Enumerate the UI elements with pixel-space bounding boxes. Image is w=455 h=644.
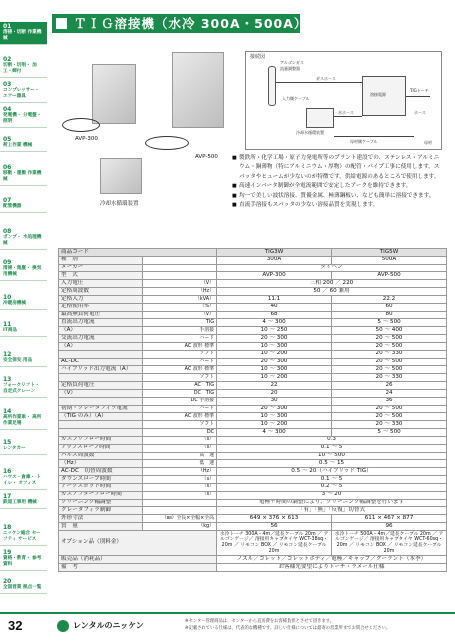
table-cell: 4 〜 300 [217, 319, 332, 327]
avp300-photo [92, 64, 136, 124]
sales-value: ノズル／コレット／コレットボディ／電極／キャップ／クーラント（本季） [217, 556, 447, 564]
diagram-heading: 接続図 [250, 54, 266, 60]
table-cell: （kg） [143, 522, 217, 530]
table-row [59, 350, 447, 358]
table-row [59, 327, 447, 335]
table-cell: AC 波形 標準 [143, 366, 217, 374]
table-cell: クリーニング幅調整 [59, 499, 143, 507]
sidebar-category-label: レンタカー [3, 446, 26, 451]
options-label: オプション品（別料金） [59, 530, 217, 555]
table-cell: 20 〜 300 [217, 405, 332, 413]
table-row [59, 499, 447, 507]
table-cell: 36 [332, 397, 447, 405]
table-cell: AVP-300 [217, 272, 332, 280]
table-cell: 24 [332, 389, 447, 397]
diagram-label: TIGトーチ [410, 88, 429, 93]
table-cell: 定格使用率 [59, 303, 143, 311]
table-cell [143, 507, 217, 515]
table-cell: 60 [332, 303, 447, 311]
table-cell: （Hz） [143, 288, 217, 296]
table-cell: DC [143, 429, 217, 437]
table-cell: （V） [143, 311, 217, 319]
options-tig3w: 水冷トーチ 300A・4m／延長ケーブル 20m ／ アルゴンゲージ／ 溶接用キャブタイヤ WCT-38sq・20m ／ リモコン BOX ／ リモコン延長ケーブル 20m [217, 530, 332, 555]
table-row [59, 272, 447, 280]
table-cell: 10 〜 300 [217, 366, 332, 374]
table-cell: パルス周波数 [59, 452, 143, 460]
table-cell: 種 別 [59, 256, 143, 264]
sidebar-category-15[interactable] [0, 438, 47, 455]
table-header-row [59, 249, 447, 257]
table-cell: 3 〜 20 [217, 491, 447, 499]
sidebar-category-number: 07 [3, 197, 12, 204]
cooler-photo [100, 158, 142, 194]
table-cell: アークスポット時間 [59, 483, 143, 491]
table-row [59, 256, 447, 264]
sales-label: 販売品（消耗品） [59, 556, 217, 564]
table-cell: AVP-500 [332, 272, 447, 280]
diagram-label: 冷却水循環装置 [296, 130, 324, 135]
table-cell: AC-DC 切替周波数 [59, 468, 143, 476]
remarks-value: お客様先要望によりトーチ・ラメール仕様 [217, 564, 447, 572]
sidebar-category-11[interactable] [0, 320, 47, 337]
avp300-label: AVP-300 [75, 136, 98, 142]
table-cell: 68 [217, 311, 332, 319]
sidebar-category-label: 資格・教育・ 参考資料 [3, 556, 42, 567]
table-cell: アップスロープ時間 [59, 444, 143, 452]
table-row [59, 358, 447, 366]
cooler-label: 冷却水循環装置 [100, 201, 139, 207]
table-cell: ハイブリッド出力電流（A） [59, 366, 143, 374]
sidebar-category-label: 鉄道工事用 機械 [3, 500, 37, 505]
table-cell: （A） [59, 327, 143, 335]
header-cell: TIG3W [217, 249, 332, 257]
table-cell [59, 421, 143, 429]
table-cell: 定格周波数 [59, 288, 143, 296]
table-cell: ハード [143, 405, 217, 413]
table-cell: 10 〜 200 [217, 374, 332, 382]
table-cell: 20 〜 300 [217, 335, 332, 343]
table-row [59, 429, 447, 437]
sidebar-category-label: 全国営業 拠点一覧 [3, 585, 42, 590]
table-cell: （s） [143, 436, 217, 444]
sidebar-category-02[interactable] [0, 55, 47, 78]
torch-cable-photo-2 [145, 136, 189, 150]
sidebar-category-14[interactable] [0, 407, 47, 430]
sidebar-category-16[interactable] [0, 467, 47, 490]
table-cell: 50 〜 400 [332, 327, 447, 335]
sidebar-category-09[interactable] [0, 258, 47, 281]
table-cell: 22 [217, 382, 332, 390]
sidebar-category-label: ハウス・倉庫・ トイレ・ オフィス [3, 475, 42, 486]
table-cell: （kVA） [143, 295, 217, 303]
table-cell: ハード [143, 358, 217, 366]
sidebar-category-number: 08 [3, 228, 12, 235]
sidebar-category-label: ニッケン総合 セーフティ サービス [3, 531, 41, 542]
sidebar-category-label: ポンプ・ 水処理機械 [3, 235, 42, 246]
table-cell: 10 〜 500 [217, 452, 447, 460]
table-cell [59, 350, 143, 358]
table-row [59, 476, 447, 484]
diagram-label: ホース [414, 110, 426, 115]
table-cell: 20 〜 330 [332, 421, 447, 429]
table-cell: 最高無負荷電圧 [59, 311, 143, 319]
table-cell: （V） [143, 280, 217, 288]
table-cell: 80 [332, 311, 447, 319]
table-cell: 外形寸法 [59, 515, 143, 523]
table-cell: クレータフィラ制御 [59, 507, 143, 515]
brand-logo-text: レンタルのニッケン [73, 621, 144, 630]
table-cell: 0.3 [217, 436, 447, 444]
diagram-label: 流量調整器 [280, 66, 300, 71]
table-cell: 20 〜 300 [217, 358, 332, 366]
sidebar-category-13[interactable] [0, 375, 47, 398]
sidebar-category-number: 11 [3, 321, 12, 328]
sidebar-category-01[interactable] [0, 22, 47, 45]
cooler-box [306, 108, 334, 128]
sidebar-category-label: 発電機・ 分電盤・照明 [3, 113, 42, 124]
table-cell: （Hz） [59, 460, 143, 468]
table-cell [143, 499, 217, 507]
table-cell: （s） [143, 483, 217, 491]
table-cell: AC 波形 標準 [143, 342, 217, 350]
options-row [59, 530, 447, 555]
sidebar-category-04[interactable] [0, 105, 47, 128]
sidebar-category-number: 19 [3, 549, 12, 556]
table-cell [143, 264, 217, 272]
diagram-label: 水ホース [338, 110, 354, 115]
table-cell: ソフト [143, 350, 217, 358]
table-cell: 手溶接 [143, 327, 217, 335]
table-cell: 500A [332, 256, 447, 264]
table-cell: メーカー [59, 264, 143, 272]
sidebar-category-number: 05 [3, 136, 12, 143]
table-cell: 「有」「無」「反復」切替式 [217, 507, 447, 515]
table-cell: 定格入力 [59, 295, 143, 303]
table-cell: （㎜）全長×全幅×全高 [143, 515, 217, 523]
table-cell: 交流出力電流 [59, 335, 143, 343]
table-cell: 20 〜 500 [332, 405, 447, 413]
table-cell: ガスアフターフロー時間 [59, 491, 143, 499]
sidebar-category-10[interactable] [0, 293, 47, 310]
table-cell: （s） [143, 476, 217, 484]
table-cell: （V） [59, 389, 143, 397]
sidebar-category-number: 04 [3, 106, 12, 113]
diagram-line [276, 82, 362, 83]
table-cell: 20 〜 330 [332, 374, 447, 382]
sidebar-category-label: 切断・切削・ 加工・締付 [3, 63, 37, 74]
table-cell: （s） [143, 444, 217, 452]
table-cell: 電極＋時間の調整により、クリーニング幅調整を行います [217, 499, 447, 507]
diagram-label: アルゴンガス [280, 60, 304, 65]
table-cell: 0.1 〜 5 [217, 444, 447, 452]
diagram-label: 母材側ケーブル [350, 139, 378, 144]
sidebar-category-label: 溶接・切断 作業機械 [3, 30, 42, 41]
table-cell [143, 256, 217, 264]
table-row [59, 507, 447, 515]
table-row [59, 303, 447, 311]
title-square-icon [56, 18, 67, 29]
sales-row [59, 556, 447, 564]
table-cell: 20 〜 500 [332, 335, 447, 343]
table-cell: 649 × 376 × 613 [217, 515, 332, 523]
table-cell: （A） [59, 342, 143, 350]
options-tig5w: 水冷トーチ 500A・4m／延長ケーブル 20m ／ アルゴンゲージ／ 溶接用キャブタイヤ WCT-60sq・20m ／ リモコン BOX ／ リモコン延長ケーブル 20m [332, 530, 447, 555]
sidebar-category-number: 01 [3, 23, 12, 30]
table-cell [59, 397, 143, 405]
table-cell: 10 〜 200 [217, 421, 332, 429]
table-cell: 20 〜 500 [332, 358, 447, 366]
sidebar-category-17[interactable] [0, 492, 47, 509]
table-cell: 定格負荷電圧 [59, 382, 143, 390]
diagram-line [334, 116, 362, 117]
diagram-line [334, 136, 414, 137]
table-cell: 低 速 [143, 460, 217, 468]
sidebar-category-20[interactable] [0, 577, 47, 594]
table-cell: 0.1 〜 5 [217, 476, 447, 484]
table-cell: 三相 200 ／ 220 [217, 280, 447, 288]
category-sidebar [0, 0, 47, 612]
table-row [59, 319, 447, 327]
table-cell: AC 波形 標準 [143, 413, 217, 421]
table-row [59, 280, 447, 288]
table-cell: 10 〜 250 [217, 327, 332, 335]
gas-cylinder-shape [268, 66, 276, 106]
table-row [59, 342, 447, 350]
table-cell: 10 〜 300 [217, 342, 332, 350]
feature-item: ■ 製鉄所・化学工場・原子力発電所等のプラント建設での、ステンレス・アルミニウム・銅薄物（特にアルミニウム・厚物）の配管・パイプ工事に使用します。スパッタやヒュームが少ないのが特徴です。供給電源のあるところで使用します。 [232, 154, 444, 182]
table-row [59, 382, 447, 390]
feature-item: ■ 均一で美しい波状溶接、質優金属、極薄鋼板い、なども簡単に溶接できます。 [232, 192, 444, 201]
table-cell: 0.5 〜 15 [217, 460, 447, 468]
footer-note: ※センター管理商品は、センターから直送費をお客様負担とさせて頂きます。 [185, 619, 335, 624]
table-row [59, 515, 447, 523]
table-cell: 20 〜 500 [332, 366, 447, 374]
sidebar-category-number: 13 [3, 376, 12, 383]
avp500-photo [172, 52, 224, 128]
page-title-bar [52, 14, 308, 33]
remarks-row [59, 564, 447, 572]
table-cell: 26 [332, 382, 447, 390]
table-cell: 30 [217, 397, 332, 405]
diagram-label: 入力側ケーブル [282, 96, 310, 101]
footer-notes [185, 619, 450, 632]
table-cell: 高 速 [143, 452, 217, 460]
feature-item: ■ 直流手溶接もスパッタの少ない溶接品質を実現します。 [232, 201, 444, 210]
sidebar-category-number: 09 [3, 259, 12, 266]
diagram-line [406, 96, 430, 97]
table-cell: DC 手溶接 [143, 397, 217, 405]
sidebar-category-label: 清掃・集塵・ 換気用機械 [3, 266, 42, 277]
table-cell: AC-DC [59, 358, 143, 366]
table-cell: 0.5 〜 20（ハイブリッド TIG） [217, 468, 447, 476]
sidebar-category-06[interactable] [0, 163, 47, 186]
table-cell: 22.2 [332, 295, 447, 303]
table-cell: 5 〜 500 [332, 319, 447, 327]
table-cell: 型 式 [59, 272, 143, 280]
sidebar-category-label: 配管機器 [3, 204, 22, 209]
torch-cable-photo [62, 118, 100, 132]
table-cell: ハード [143, 335, 217, 343]
table-cell: ダイヘン [217, 264, 447, 272]
sidebar-category-12[interactable] [0, 350, 47, 367]
sidebar-category-number: 17 [3, 493, 12, 500]
page-number: 32 [8, 618, 23, 633]
sidebar-category-number: 12 [3, 351, 12, 358]
sidebar-category-label: 荷上作業 機械 [3, 143, 33, 148]
sidebar-category-label: 安全保安 用品 [3, 358, 33, 363]
table-cell: 20 〜 330 [332, 350, 447, 358]
table-cell: 96 [332, 522, 447, 530]
table-row [59, 491, 447, 499]
table-row [59, 483, 447, 491]
table-cell: （Hz） [143, 468, 217, 476]
spec-table [58, 248, 447, 572]
feature-item: ■ 高速インバータ制御が全電流範囲で安定したアークを維持できます。 [232, 182, 444, 191]
sidebar-category-05[interactable] [0, 135, 47, 152]
table-row [59, 522, 447, 530]
table-cell: 10 〜 200 [217, 350, 332, 358]
header-cell: TIG5W [332, 249, 447, 257]
sidebar-category-08[interactable] [0, 227, 47, 250]
sidebar-category-number: 03 [3, 81, 12, 88]
table-cell: ソフト [143, 374, 217, 382]
table-row [59, 468, 447, 476]
diagram-label: ガスホース [316, 76, 336, 81]
sidebar-category-label: フォークリフト・ 自走式クレーン [3, 383, 40, 394]
footer-rule [0, 612, 455, 614]
table-row [59, 295, 447, 303]
table-cell: ダウンスロープ時間 [59, 476, 143, 484]
table-cell: 611 × 467 × 877 [332, 515, 447, 523]
table-cell: 5 〜 500 [332, 429, 447, 437]
table-cell: （TIG のみ）（A） [59, 413, 143, 421]
table-row [59, 335, 447, 343]
table-cell [59, 429, 143, 437]
remarks-label: 備 考 [59, 564, 217, 572]
table-cell: TIG [143, 319, 217, 327]
table-cell: DC TIG [143, 389, 217, 397]
table-cell: 20 [217, 389, 332, 397]
table-cell: 10 〜 300 [217, 413, 332, 421]
table-cell: （s） [143, 491, 217, 499]
diagram-label: 母材 [424, 140, 432, 145]
table-cell: （%） [143, 303, 217, 311]
diagram-label: 溶接電源 [370, 92, 386, 97]
table-row [59, 288, 447, 296]
table-row [59, 405, 447, 413]
sidebar-category-03[interactable] [0, 80, 47, 103]
table-cell [59, 374, 143, 382]
table-cell: 20 〜 500 [332, 342, 447, 350]
table-cell: 40 [217, 303, 332, 311]
table-cell: 質 量 [59, 522, 143, 530]
table-row [59, 460, 447, 468]
sidebar-category-number: 20 [3, 578, 12, 585]
sidebar-category-07[interactable] [0, 196, 47, 213]
table-row [59, 452, 447, 460]
sidebar-category-label: 移動・運搬 作業機械 [3, 171, 42, 182]
sidebar-category-number: 06 [3, 164, 12, 171]
table-cell: AC TIG [143, 382, 217, 390]
footer-note: ※記載されている仕様は、代表的な機種です。詳しい仕様については最寄の営業所までお問合せください。 [185, 625, 391, 631]
sidebar-category-label: 高所作業車・ 高所作業足場 [3, 415, 42, 426]
table-row [59, 436, 447, 444]
table-cell: 11.1 [217, 295, 332, 303]
nikken-logo-icon [57, 620, 69, 632]
table-row [59, 264, 447, 272]
sidebar-category-number: 15 [3, 439, 12, 446]
table-row [59, 389, 447, 397]
avp500-label: AVP-500 [195, 154, 218, 160]
table-cell: 20 〜 500 [332, 413, 447, 421]
table-row [59, 421, 447, 429]
page-title: ＴＩＧ溶接機（水冷 300A・500A） [74, 16, 308, 31]
sidebar-category-number: 18 [3, 524, 12, 531]
table-cell: 56 [217, 522, 332, 530]
table-cell: 直流出力電流 [59, 319, 143, 327]
feature-list [232, 154, 444, 210]
header-cell: 商品コード [59, 249, 217, 257]
table-cell [143, 272, 217, 280]
connection-diagram [245, 51, 442, 150]
table-cell: ガスプリフロー時間 [59, 436, 143, 444]
table-cell: 50 ／ 60 兼用 [217, 288, 447, 296]
table-row [59, 444, 447, 452]
table-cell: ソフト [143, 421, 217, 429]
table-cell: 4 〜 300 [217, 429, 332, 437]
table-cell: 0.2 〜 5 [217, 483, 447, 491]
table-cell: 初期・クレータフィラ電流 [59, 405, 143, 413]
table-cell: 入力電圧 [59, 280, 143, 288]
sidebar-category-number: 16 [3, 468, 12, 475]
table-row [59, 366, 447, 374]
sidebar-category-number: 14 [3, 408, 12, 415]
sidebar-category-label: コンプレッサー・ エアー器具 [3, 88, 40, 99]
sidebar-category-number: 10 [3, 294, 12, 301]
sidebar-category-19[interactable] [0, 548, 47, 571]
table-row [59, 413, 447, 421]
table-row [59, 374, 447, 382]
sidebar-category-18[interactable] [0, 523, 47, 546]
sidebar-category-label: 冷暖房機械 [3, 301, 26, 306]
table-cell: 300A [217, 256, 332, 264]
table-row [59, 311, 447, 319]
sidebar-category-label: IT商品 [3, 328, 18, 333]
sidebar-category-number: 02 [3, 56, 12, 63]
table-row [59, 397, 447, 405]
